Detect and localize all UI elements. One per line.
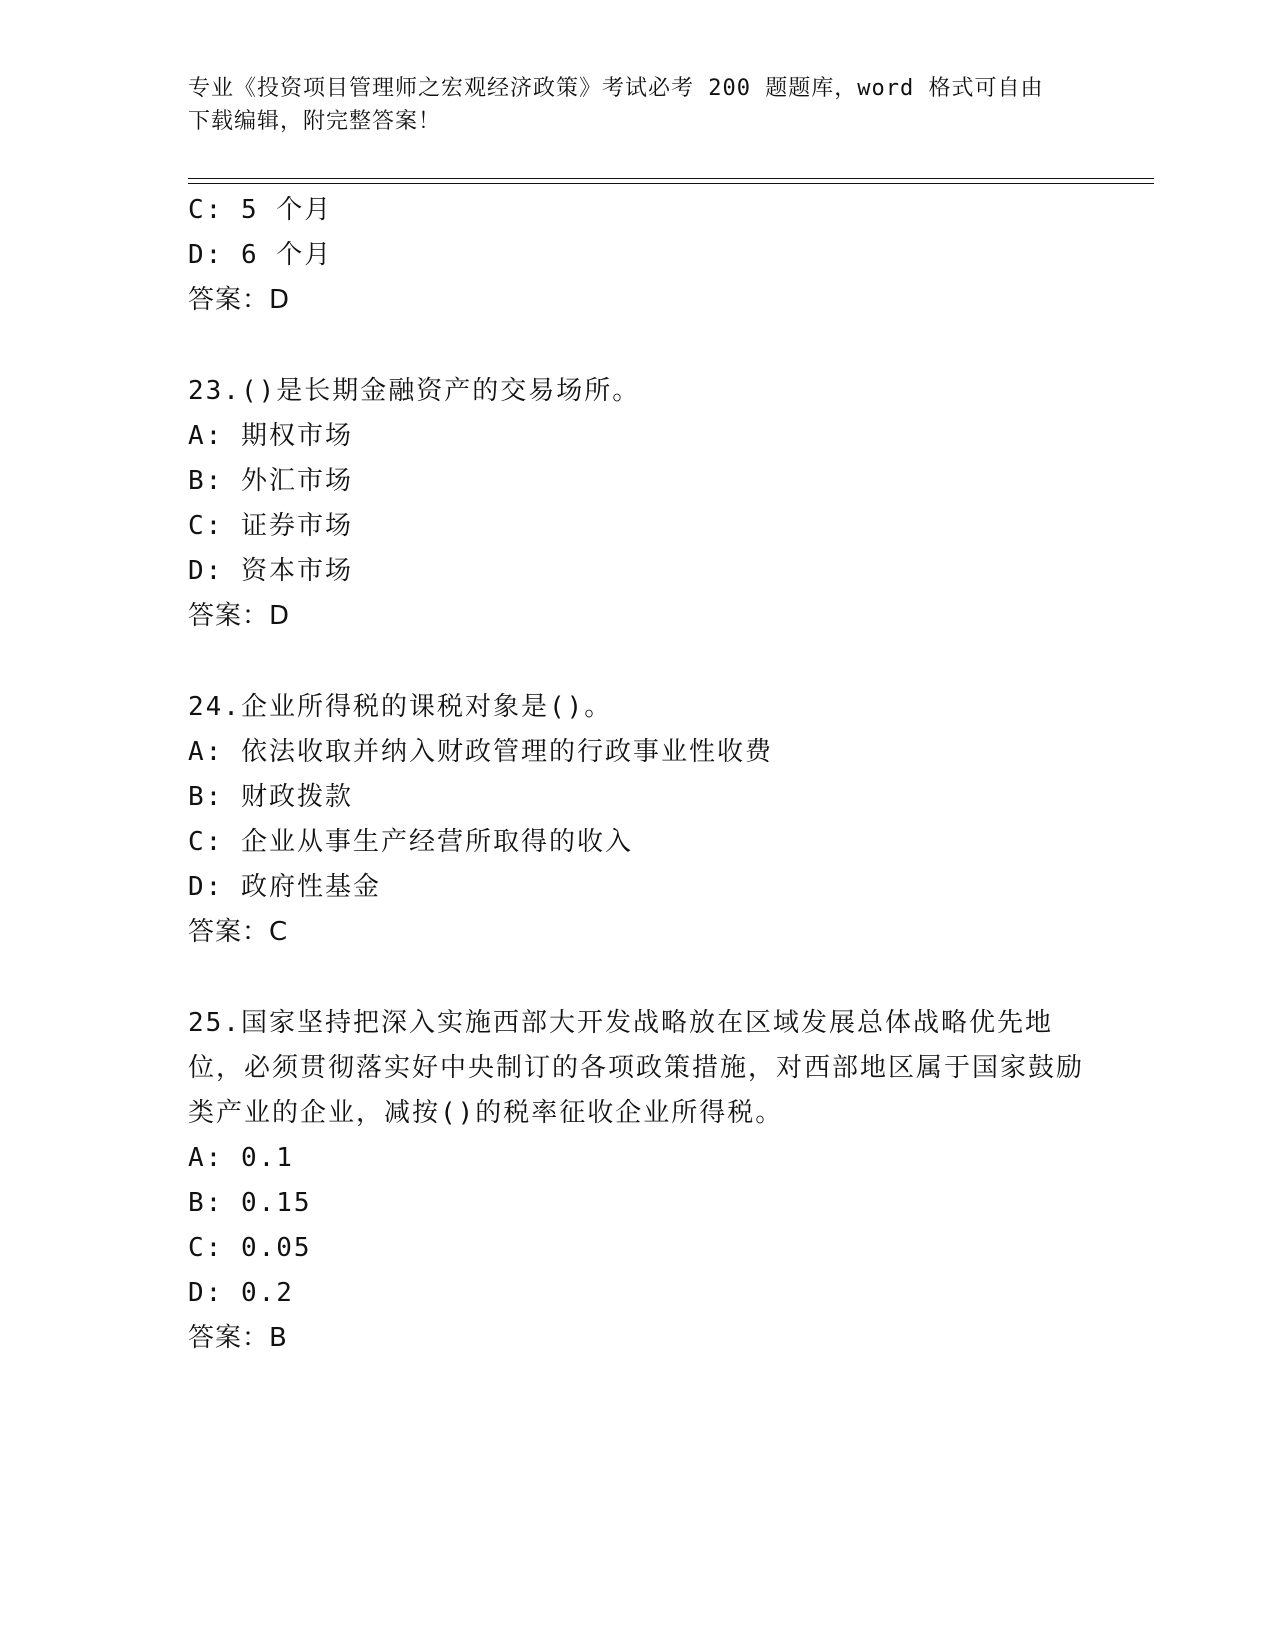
answer-line: 答案：B: [188, 1323, 288, 1353]
header-line-1: 专业《投资项目管理师之宏观经济政策》考试必考 200 题题库，word 格式可自由: [188, 76, 1044, 101]
option-b: B: 外汇市场: [188, 466, 353, 496]
question-text: 23.()是长期金融资产的交易场所。: [188, 376, 641, 406]
option-c: C: 0.05: [188, 1233, 312, 1263]
option-d: D: 政府性基金: [188, 872, 381, 902]
option-b: B: 财政拨款: [188, 782, 353, 812]
option-b: B: 0.15: [188, 1188, 312, 1218]
header-divider-top: [188, 178, 1154, 179]
answer-value: D: [269, 285, 291, 315]
question-block-24: [188, 685, 1088, 955]
question-list: [188, 188, 1088, 1361]
option-c: C: 企业从事生产经营所取得的收入: [188, 827, 633, 857]
answer-value: D: [269, 601, 291, 631]
option-c: C: 5 个月: [188, 195, 333, 225]
question-block-23: [188, 369, 1088, 639]
question-number: 24.: [188, 692, 241, 722]
question-number: 25.: [188, 1008, 241, 1038]
option-d: D: 6 个月: [188, 240, 333, 270]
answer-line: 答案：D: [188, 601, 291, 631]
document-header: [188, 72, 1068, 138]
question-number: 23.: [188, 376, 241, 406]
question-text: 24.企业所得税的课税对象是()。: [188, 692, 613, 722]
answer-value: C: [269, 917, 289, 947]
header-line-2: 下载编辑，附完整答案！: [188, 109, 442, 134]
answer-line: 答案：D: [188, 285, 291, 315]
question-text: 25.国家坚持把深入实施西部大开发战略放在区域发展总体战略优先地位，必须贯彻落实好中央制订的各项政策措施，对西部地区属于国家鼓励类产业的企业，减按()的税率征收企业所得税。: [188, 1008, 1085, 1128]
header-divider-bottom: [188, 183, 1154, 184]
option-d: D: 资本市场: [188, 556, 353, 586]
question-block-25: [188, 1001, 1088, 1361]
option-a: A: 依法收取并纳入财政管理的行政事业性收费: [188, 737, 773, 767]
option-a: A: 0.1: [188, 1143, 294, 1173]
option-a: A: 期权市场: [188, 421, 353, 451]
option-c: C: 证券市场: [188, 511, 353, 541]
question-block-prev: [188, 188, 1088, 323]
answer-value: B: [269, 1323, 288, 1353]
answer-line: 答案：C: [188, 917, 289, 947]
option-d: D: 0.2: [188, 1278, 294, 1308]
